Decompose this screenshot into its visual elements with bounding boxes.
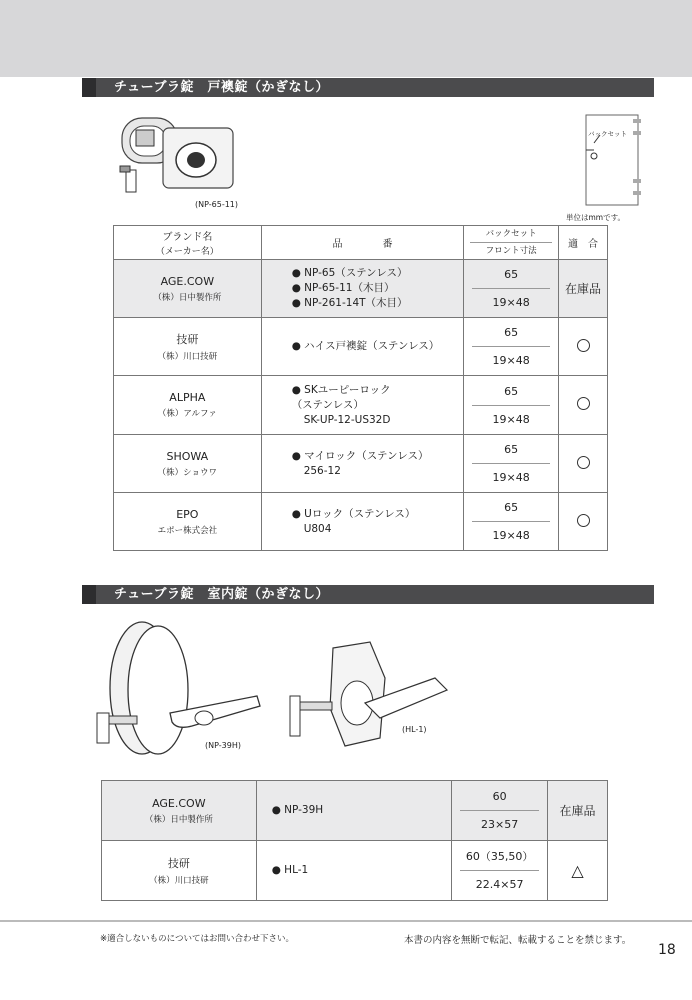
- section1-title: チューブラ錠 戸襖錠（かぎなし）: [114, 80, 329, 95]
- backset-value: 65: [472, 318, 550, 347]
- product-line: ● SKユーピーロック: [291, 383, 391, 396]
- brand-cell: [114, 318, 262, 376]
- photo-caption-np65: (NP-65-11): [195, 200, 239, 209]
- fit-value: 在庫品: [559, 260, 608, 318]
- brand-name: 技研: [176, 333, 199, 346]
- footer-note: ※適合しないものについてはお問い合わせ下さい。: [100, 934, 294, 944]
- brand-name: ALPHA: [169, 391, 206, 404]
- fit-circle-icon: [577, 339, 590, 352]
- product-cell: [261, 435, 464, 493]
- header-backset-cell: [464, 226, 559, 260]
- product-line: 256-12: [303, 464, 341, 477]
- lock-photo-hl1: [285, 638, 455, 748]
- maker-name: （株）ショウワ: [157, 467, 218, 478]
- backset-value: 65: [472, 260, 550, 289]
- section2-title-bar: [82, 585, 654, 604]
- size-cell: [464, 493, 559, 551]
- header-brand: ブランド名: [162, 232, 213, 243]
- table-row: [102, 781, 608, 841]
- maker-name: （株）川口技研: [157, 352, 218, 362]
- maker-name: （株）川口技研: [149, 876, 209, 886]
- header-fit: 適 合: [559, 226, 608, 260]
- header-backset: バックセット: [470, 226, 552, 243]
- brand-cell: [114, 376, 262, 435]
- backset-diagram: [578, 113, 644, 208]
- maker-name: （株）アルファ: [157, 409, 217, 419]
- fit-value: 在庫品: [548, 781, 608, 841]
- header-product: 品 番: [261, 226, 464, 260]
- fit-cell: [559, 493, 608, 551]
- product-line: ● NP-65-11（木目）: [291, 282, 395, 294]
- brand-name: SHOWA: [166, 449, 209, 463]
- maker-name: （株）日中製作所: [153, 292, 222, 303]
- photo-caption-hl1: (HL-1): [402, 725, 427, 734]
- product-line: ● マイロック（ステンレス）: [291, 449, 429, 462]
- size-cell: [464, 435, 559, 493]
- size-cell: [464, 318, 559, 376]
- photo-caption-np39h: (NP-39H): [205, 741, 241, 750]
- product-line: ● Uロック（ステンレス）: [291, 507, 416, 520]
- product-cell: [261, 260, 464, 318]
- front-value: 22.4×57: [475, 878, 524, 891]
- fit-circle-icon: [577, 456, 590, 469]
- product-line: （ステンレス）: [291, 398, 364, 411]
- footer-copyright: 本書の内容を無断で転記、転載することを禁じます。: [404, 935, 632, 946]
- lock-photo-np65: [108, 108, 238, 208]
- page-number: 18: [658, 942, 676, 958]
- product-line: ● NP-261-14T（木目）: [291, 297, 408, 309]
- backset-value: 65: [472, 435, 550, 464]
- front-value: 23×57: [481, 818, 519, 831]
- lock-photo-np39h: [92, 618, 272, 763]
- product-line: ● NP-65（ステンレス）: [291, 267, 408, 279]
- fit-value: △: [548, 841, 608, 901]
- front-value: 19×48: [492, 412, 530, 426]
- fit-cell: [559, 318, 608, 376]
- front-value: 19×48: [492, 471, 530, 484]
- product-line: ● ハイス戸襖錠（ステンレス）: [291, 340, 440, 352]
- fit-circle-icon: [577, 397, 590, 410]
- brand-name: EPO: [176, 507, 199, 521]
- table-row: [114, 493, 608, 551]
- fit-circle-icon: [577, 514, 590, 527]
- top-band: [0, 0, 692, 77]
- table-row: [114, 435, 608, 493]
- backset-value: 65: [472, 377, 550, 406]
- brand-cell: [114, 435, 262, 493]
- title-accent: [82, 78, 96, 97]
- brand-cell: [114, 260, 262, 318]
- header-front: フロント寸法: [485, 246, 537, 256]
- table-row: [102, 841, 608, 901]
- brand-name: 技研: [167, 857, 190, 870]
- brand-name: AGE.COW: [160, 274, 215, 288]
- header-maker: （メーカー名）: [155, 247, 219, 257]
- size-cell: [464, 260, 559, 318]
- product-cell: [261, 376, 464, 435]
- section1-title-bar: [82, 78, 654, 97]
- title-accent: [82, 585, 96, 604]
- unit-note: 単位はmmです。: [566, 213, 626, 222]
- product-cell: [261, 318, 464, 376]
- table-row: [114, 376, 608, 435]
- backset-value: 65: [472, 493, 550, 522]
- maker-name: （株）日中製作所: [144, 814, 213, 825]
- brand-cell: [114, 493, 262, 551]
- section2-title: チューブラ錠 室内錠（かぎなし）: [114, 587, 329, 602]
- backset-diagram-label: バックセット: [588, 130, 627, 138]
- product-cell: [256, 841, 452, 901]
- backset-value: 60: [460, 782, 539, 811]
- brand-cell: [102, 781, 257, 841]
- table-row: [114, 260, 608, 318]
- front-value: 19×48: [492, 296, 530, 309]
- brand-name: AGE.COW: [152, 796, 206, 810]
- product-line: SK-UP-12-US32D: [303, 413, 391, 426]
- header-brand-cell: [114, 226, 262, 260]
- product-line: U804: [303, 522, 332, 535]
- product-line: ● HL-1: [271, 864, 309, 876]
- footer-rule: [0, 920, 692, 922]
- maker-name: エポー株式会社: [157, 525, 218, 536]
- doorlock-table: [113, 225, 608, 551]
- product-cell: [256, 781, 452, 841]
- table-row: [114, 318, 608, 376]
- product-line: ● NP-39H: [271, 804, 324, 816]
- size-cell: [464, 376, 559, 435]
- interior-lock-table: [101, 780, 608, 901]
- backset-value: 60（35,50）: [460, 842, 539, 871]
- table-header-row: [114, 226, 608, 260]
- size-cell: [452, 841, 548, 901]
- brand-cell: [102, 841, 257, 901]
- fit-cell: [559, 376, 608, 435]
- product-cell: [261, 493, 464, 551]
- front-value: 19×48: [492, 354, 530, 367]
- front-value: 19×48: [492, 529, 530, 542]
- fit-cell: [559, 435, 608, 493]
- size-cell: [452, 781, 548, 841]
